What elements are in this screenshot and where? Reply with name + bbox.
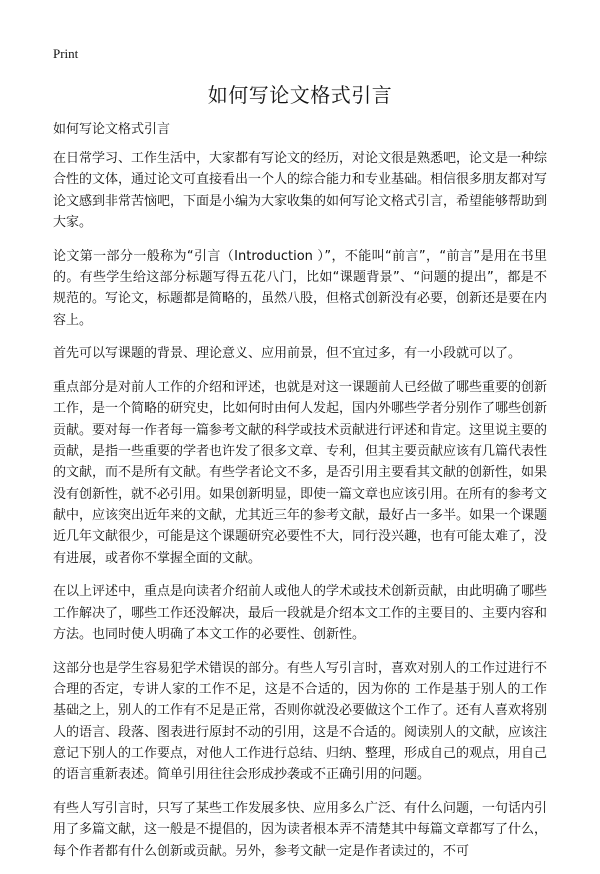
paragraph: 重点部分是对前人工作的介绍和评述，也就是对这一课题前人已经做了哪些重要的创新工作，是一个简略的研究史，比如何时由何人发起，国内外哪些学者分别作了哪些创新贡献。要对每一作者每一篇参考文献的科学或技术贡献进行评述和肯定。这里说主要的贡献，是指一些重要的学者也许发了很多文章、专利，但其主要贡献应该有几篇代表性的文献，而不是所有文献。有些学者论文不多，是否引用主要看其文献的创新性，如果没有创新性，就不必引用。如果创新明显，即使一篇文章也应该引用。在所有的参考文献中，应该突出近年来的文献，尤其近三年的参考文献，最好占一多半。如果一个课题近几年文献很少，可能是这个课题研究必要性不大，同行没兴趣，也有可能太难了，没有进展，或者你不掌握全面的文献。 (53, 380, 548, 566)
page-title: 如何写论文格式引言 (207, 83, 393, 107)
paragraph: 首先可以写课题的背景、理论意义、应用前景，但不宜过多，有一小段就可以了。 (53, 346, 522, 362)
print-link[interactable]: Print (53, 46, 79, 61)
paragraph: 有些人写引言时，只写了某些工作发展多快、应用多么广泛、有什么问题，一句话内引用了多篇文献，这一般是不提倡的，因为读者根本弄不清楚其中每篇文章都写了什么，每个作者都有什么创新或贡献。另外，参考文献一定是作者读过的，不可 (53, 801, 548, 859)
paragraph: 在日常学习、工作生活中，大家都有写论文的经历，对论文很是熟悉吧，论文是一种综合性的文体，通过论文可直接看出一个人的综合能力和专业基础。相信很多朋友都对写论文感到非常苦恼吧，下面是小编为大家收集的如何写论文格式引言，希望能够帮助到大家。 (53, 151, 548, 230)
paragraph: 论文第一部分一般称为“引言（Introduction ）”，不能叫“前言”，“前言”是用在书里的。有些学生给这部分标题写得五花八门，比如“课题背景”、“问题的提出”，都是不规范的。写论文，标题都是简略的，虽然八股，但格式创新没有必要，创新还是要在内容上。 (53, 248, 548, 328)
article-body (53, 148, 547, 874)
paragraph: 在以上评述中，重点是向读者介绍前人或他人的学术或技术创新贡献，由此明确了哪些工作解决了，哪些工作还没解决，最后一段就是介绍本文工作的主要目的、主要内容和方法。也同时使人明确了本文工作的必要性、创新性。 (53, 584, 548, 642)
article-subtitle: 如何写论文格式引言 (53, 122, 171, 137)
paragraph: 这部分也是学生容易犯学术错误的部分。有些人写引言时，喜欢对别人的工作过进行不合理的否定，专讲人家的工作不足，这是不合适的，因为你的 工作是基于别人的工作基础之上，别人的工作有不足是正常，否则你就没必要做这个工作了。还有人喜欢将别人的语言、段落、图表进行原封不动的引用，这是不合适的。阅读别人的文献，应该注意记下别人的工作要点，对他人工作进行总结、归纳、整理，形成自己的观点，用自己的语言重新表述。简单引用往往会形成抄袭或不正确引用的问题。 (53, 660, 548, 783)
